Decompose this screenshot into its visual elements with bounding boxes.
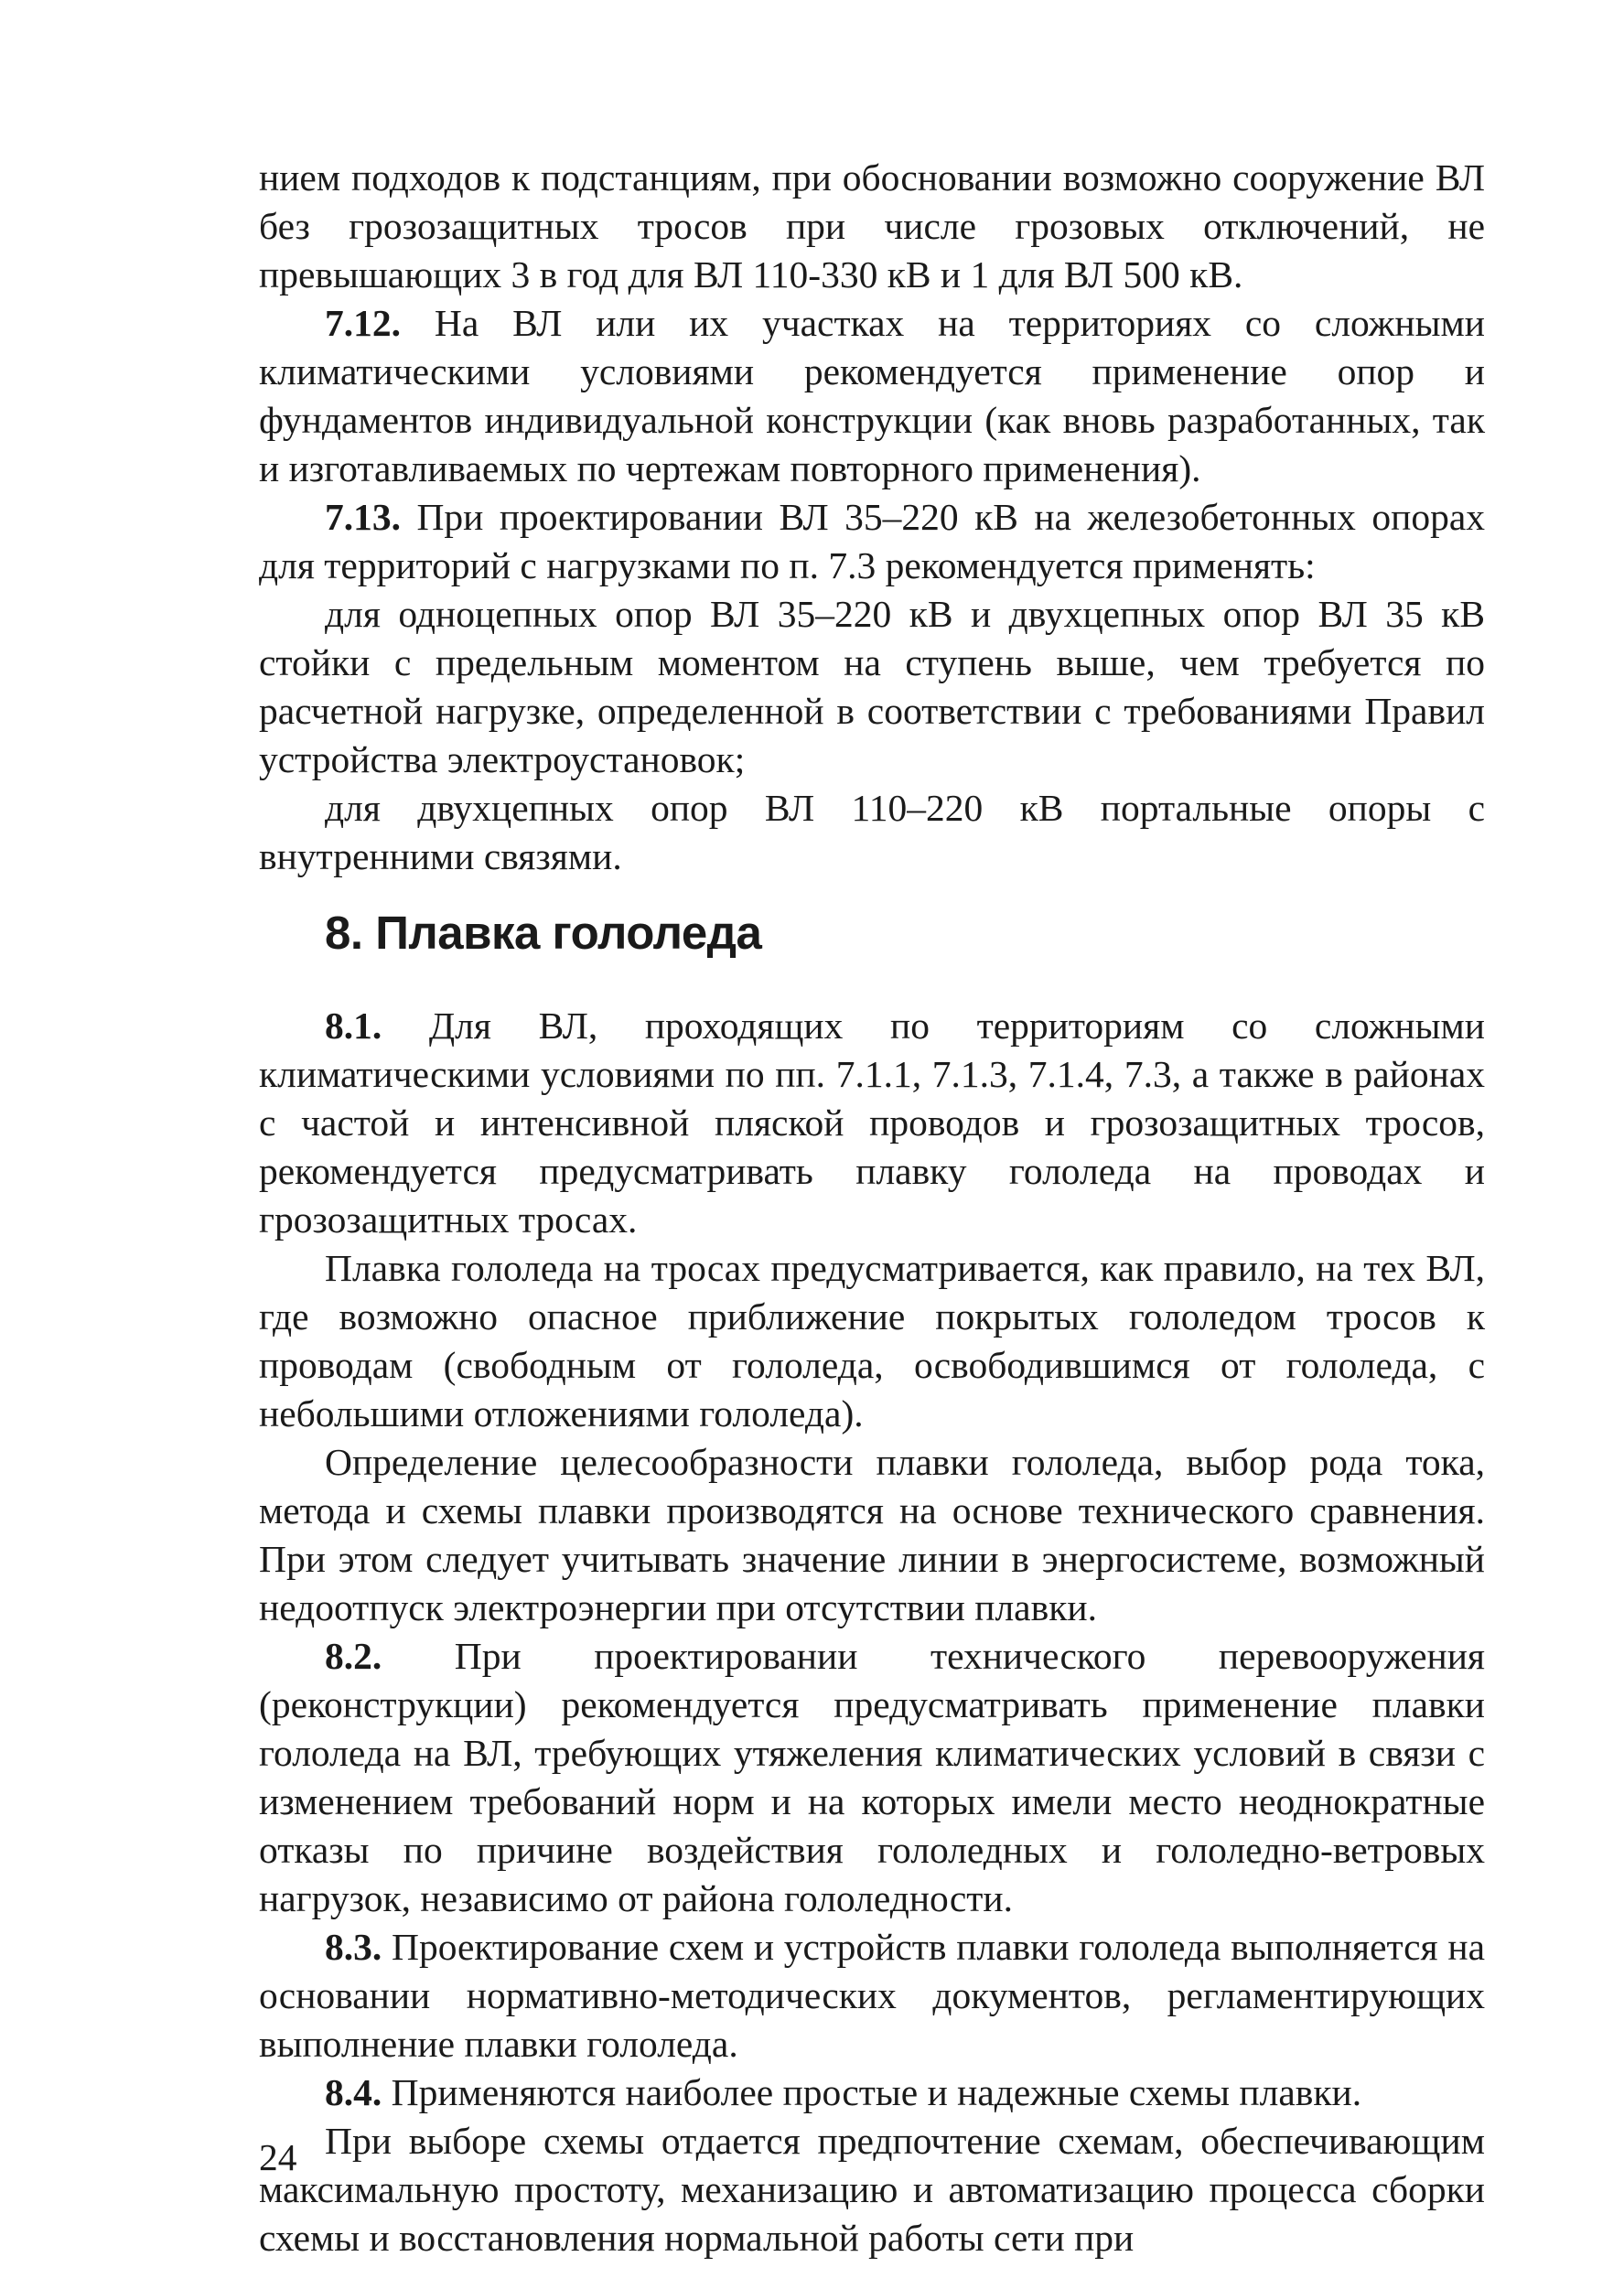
paragraph-text: Применяются наиболее простые и надежные схемы плавки. [382,2071,1362,2113]
paragraph [259,1244,1485,1438]
paragraph-text: Определение целесообразности плавки гололеда, выбор рода тока, метода и схемы плавки производятся на основе технического сравнения. При этом следует учитывать значение линии в энергосистеме, возможный недоотпуск электроэнергии при отсутствии плавки. [259,1441,1485,1628]
clause-number: 8.2. [325,1635,382,1677]
page-number: 24 [259,2136,297,2178]
paragraph-text: Плавка гололеда на тросах предусматривается, как правило, на тех ВЛ, где возможно опасное приближение покрытых гололедом тросов к проводам (свободным от гололеда, освободившимся от гололеда, с небольшими отложениями гололеда). [259,1247,1485,1434]
paragraph-text: При проектировании технического перевооружения (реконструкции) рекомендуется предусматривать применение плавки гололеда на ВЛ, требующих утяжеления климатических условий в связи с изменением требований норм и на которых имели место неоднократные отказы по причине воздействия гололедных и гололедно-ветровых нагрузок, независимо от района гололедности. [259,1635,1485,1919]
paragraph-text: Для ВЛ, проходящих по территориям со сложными климатическими условиями по пп. 7.1.1, 7.1.3, 7.1.4, 7.3, а также в районах с частой и интенсивной пляской проводов и грозозащитных тросов, рекомендуется предусматривать плавку гололеда на проводах и грозозащитных тросах. [259,1005,1485,1241]
paragraph-text: При проектировании ВЛ 35–220 кВ на железобетонных опорах для территорий с нагрузками по п. 7.3 рекомендуется применять: [259,496,1485,586]
clause-number: 8.4. [325,2071,382,2113]
paragraph-text: На ВЛ или их участках на территориях со сложными климатическими условиями рекомендуется применение опор и фундаментов индивидуальной конструкции (как вновь разработанных, так и изготавливаемых по чертежам повторного применения). [259,302,1485,489]
paragraph-text: для одноцепных опор ВЛ 35–220 кВ и двухцепных опор ВЛ 35 кВ стойки с предельным моментом на ступень выше, чем требуется по расчетной нагрузке, определенной в соответствии с требованиями Правил устройства электроустановок; [259,593,1485,780]
clause-number: 7.12. [325,302,401,344]
document-page [259,154,1485,2258]
paragraph-text: Проектирование схем и устройств плавки гололеда выполняется на основании нормативно-методических документов, регламентирующих выполнение плавки гололеда. [259,1926,1485,2065]
paragraph [259,1438,1485,1632]
paragraph [259,154,1485,299]
section-heading: 8. Плавка гололеда [325,907,762,959]
text-block-after [259,1002,1485,2262]
clause-number: 8.3. [325,1926,382,1968]
clause-number: 8.1. [325,1005,382,1047]
paragraph-8-4 [259,2068,1485,2117]
paragraph-8-3 [259,1923,1485,2068]
paragraph-text: для двухцепных опор ВЛ 110–220 кВ портальные опоры с внутренними связями. [259,787,1485,877]
paragraph-8-1 [259,1002,1485,1244]
clause-number: 7.13. [325,496,401,538]
paragraph-8-2 [259,1632,1485,1923]
paragraph [259,784,1485,881]
paragraph-7-13 [259,493,1485,590]
text-block-before [259,154,1485,881]
paragraph [259,2117,1485,2262]
paragraph-text: При выборе схемы отдается предпочтение схемам, обеспечивающим максимальную простоту, механизацию и автоматизацию процесса сборки схемы и восстановления нормальной работы сети при [259,2120,1485,2259]
paragraph-7-12 [259,299,1485,493]
paragraph-text: нием подходов к подстанциям, при обосновании возможно сооружение ВЛ без грозозащитных тросов при числе грозовых отключений, не превышающих 3 в год для ВЛ 110-330 кВ и 1 для ВЛ 500 кВ. [259,156,1485,295]
paragraph [259,590,1485,784]
